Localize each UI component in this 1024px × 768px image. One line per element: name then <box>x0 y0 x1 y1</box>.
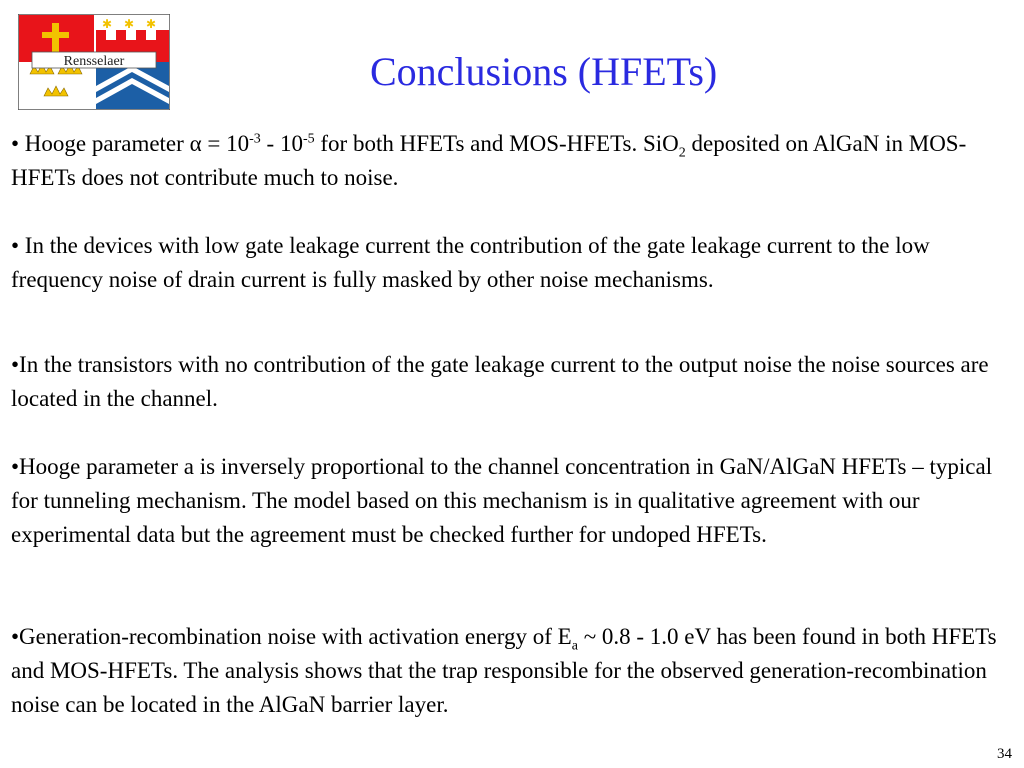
paragraph-channel-concentration: •Hooge parameter a is inversely proportional to the channel concentration in GaN/AlGaN HFETs – typical for tunneling mechanism. The model based on this mechanism is in qualitative agreement with our experimental data but the agreement must be checked further for undoped HFETs. <box>11 454 993 547</box>
rensselaer-logo <box>18 14 170 110</box>
star-icon: ✱ <box>146 17 157 31</box>
paragraph-hooge-parameter: • Hooge parameter $\alpha = 10^{-3} - 10^{-5}$ for both HFETs and MOS-HFETs. SiO$_2$ deposited on AlGaN in MOS-HFETs does not contribute much to noise. <box>11 131 967 190</box>
star-icon: ✱ <box>102 17 113 31</box>
paragraph-noise-sources: •In the transistors with no contribution of the gate leakage current to the output noise the noise sources are located in the channel. <box>11 352 989 411</box>
paragraph-gate-leakage: • In the devices with low gate leakage current the contribution of the gate leakage current to the low frequency noise of drain current is fully masked by other noise mechanisms. <box>11 233 930 292</box>
slide-title: Conclusions (HFETs) <box>370 49 718 94</box>
star-icon: ✱ <box>124 17 135 31</box>
logo-text: Rensselaer <box>63 54 125 69</box>
page-number: 34 <box>997 746 1012 762</box>
paragraph-generation-recombination: •Generation-recombination noise with activation energy of $E_a$ ~ 0.8 - 1.0 eV has been found in both HFETs and MOS-HFETs. The analysis shows that the trap responsible for the observed generation-recombination noise can be located in the AlGaN barrier layer. <box>11 624 997 717</box>
